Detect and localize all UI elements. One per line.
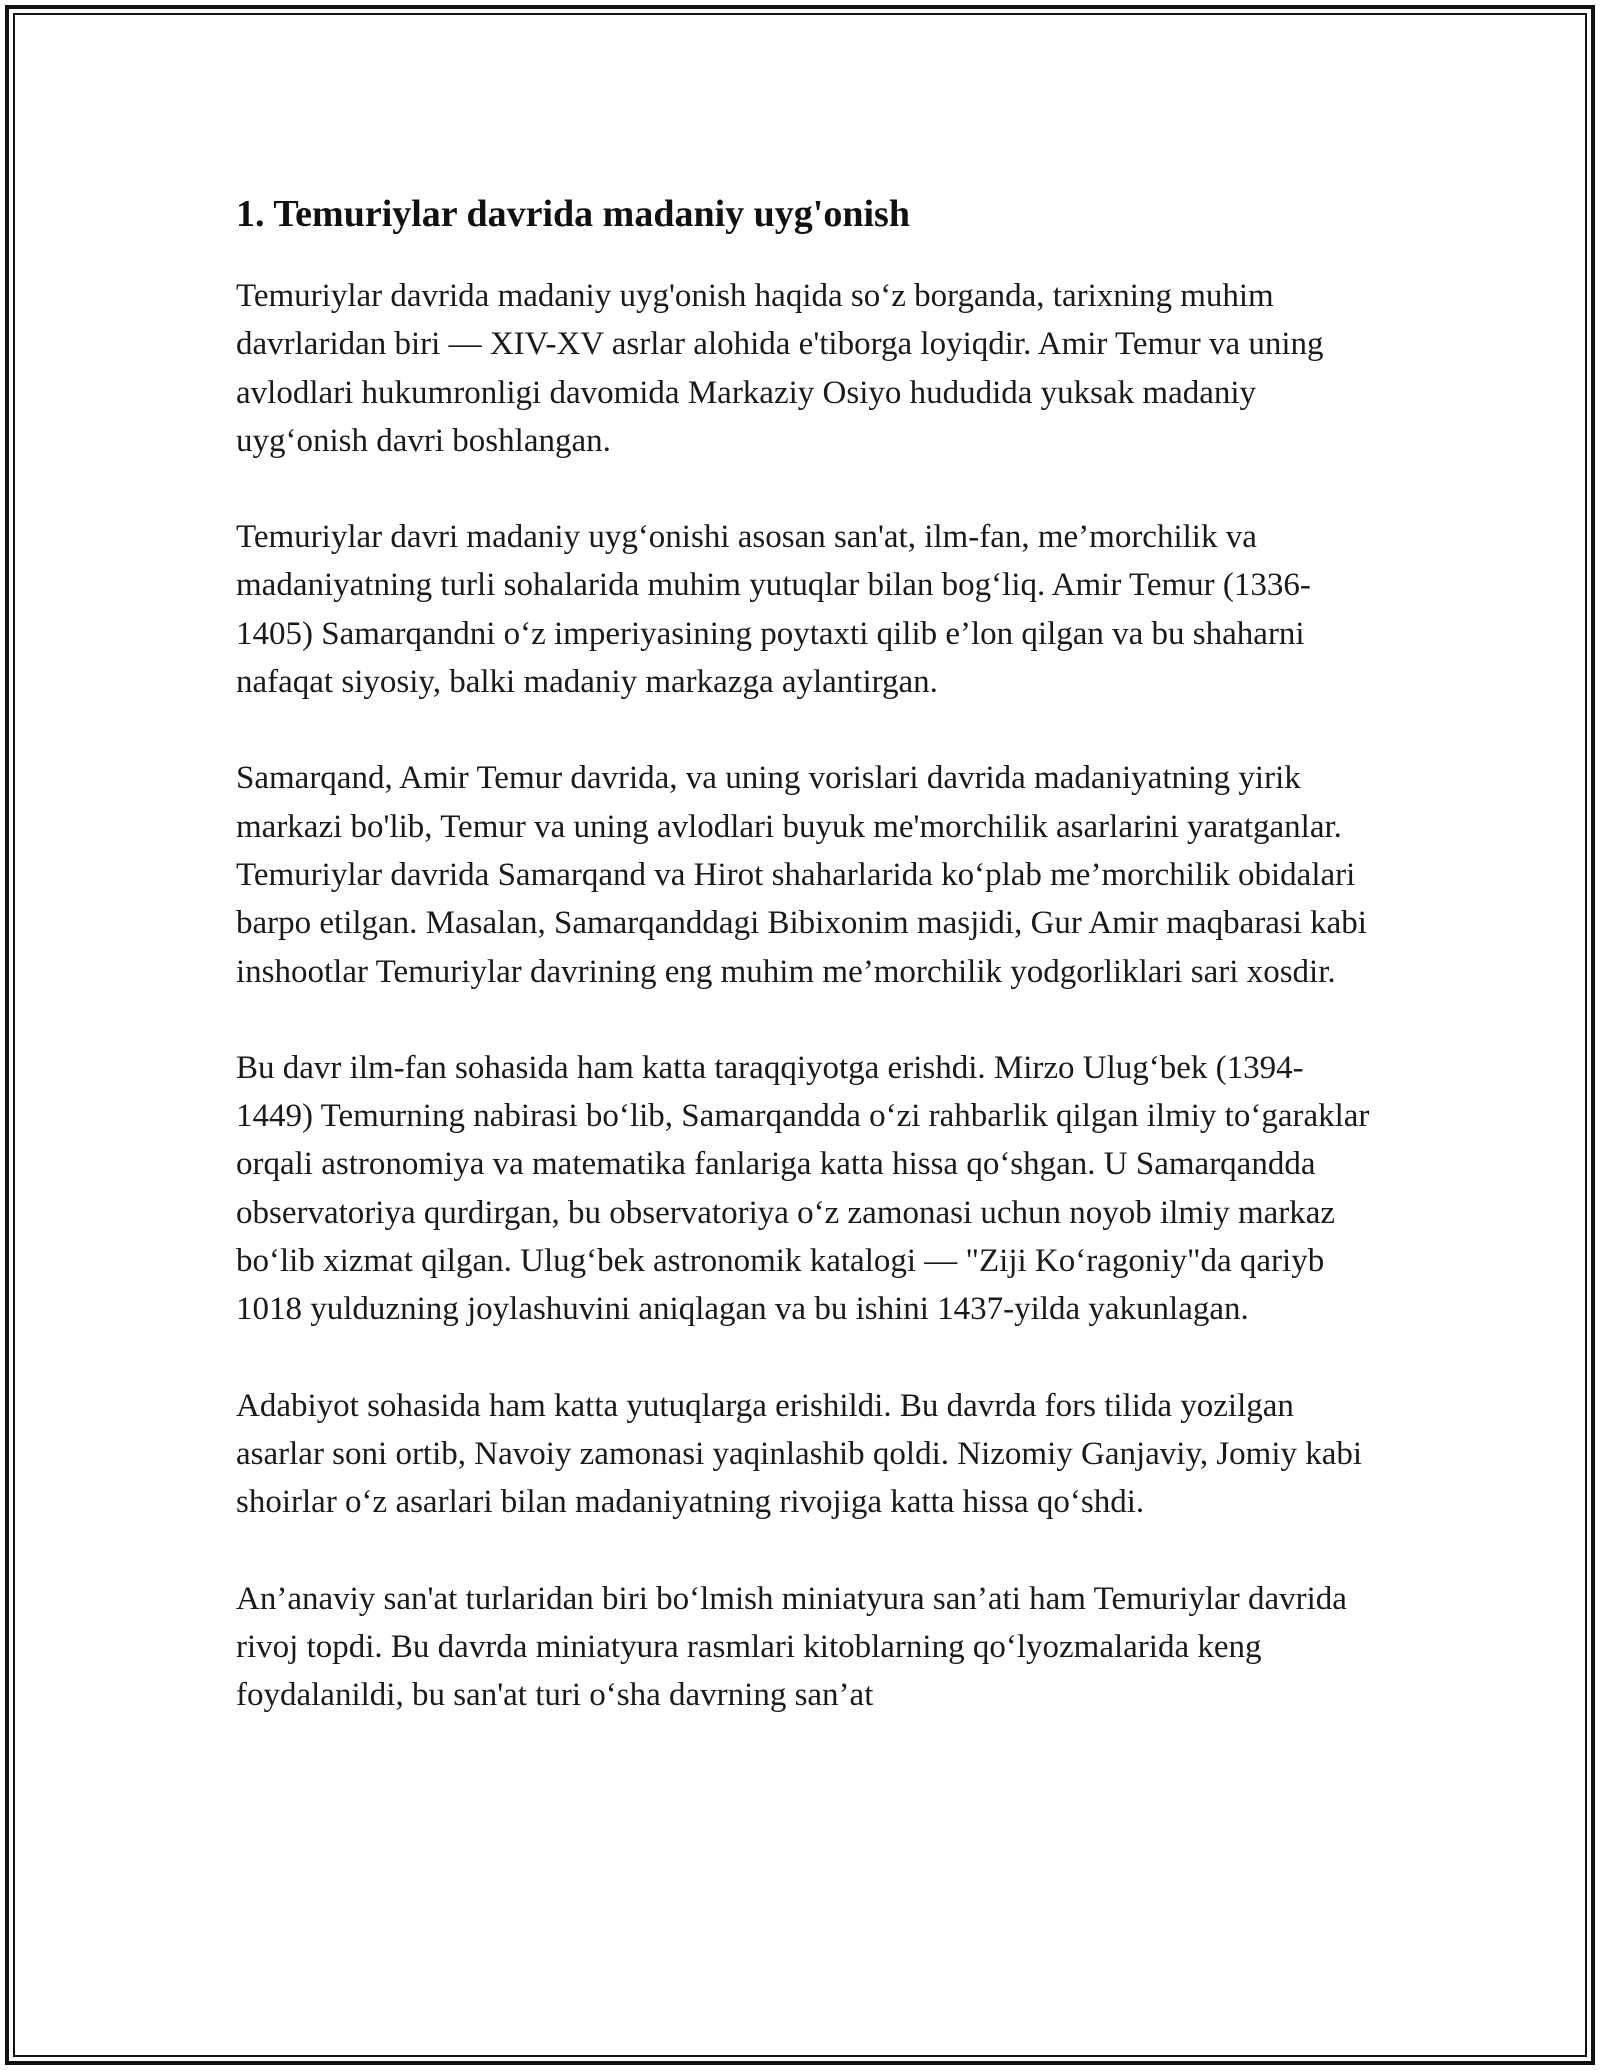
paragraph-literature: Adabiyot sohasida ham katta yutuqlarga erishildi. Bu davrda fors tilida yozilgan asarlar soni ortib, Navoiy zamonasi yaqinlashib qoldi. Nizomiy Ganjaviy, Jomiy kabi shoirlar o‘z asarlari bilan madaniyatning rivojiga katta hissa qo‘shdi. (236, 1387, 1363, 1521)
paragraph-science: Bu davr ilm-fan sohasida ham katta taraqqiyotga erishdi. Mirzo Ulug‘bek (1394-1449) Temurning nabirasi bo‘lib, Samarqandda o‘zi rahbarlik qilgan ilmiy to‘garaklar orqali astronomiya va matematika fanlariga katta hissa qo‘shgan. U Samarqandda observatoriya qurdirgan, bu observatoriya o‘z zamonasi uchun noyob ilmiy markaz bo‘lib xizmat qilgan. Ulug‘bek astronomik katalogi — "Ziji Ko‘ragoniy"da qariyb 1018 yulduzning joylashuvini aniqlagan va bu ishini 1437-yilda yakunlagan. (236, 1049, 1370, 1328)
paragraph-miniature-art: An’anaviy san'at turlaridan biri bo‘lmish miniatyura san’ati ham Temuriylar davrida rivoj topdi. Bu davrda miniatyura rasmlari kitoblarning qo‘lyozmalarida keng foydalanildi, bu san'at turi o‘sha davrning san’at (236, 1580, 1347, 1714)
document-body (236, 186, 1376, 1719)
paragraph-architecture: Samarqand, Amir Temur davrida, va uning vorislari davrida madaniyatning yirik markazi bo'lib, Temur va uning avlodlari buyuk me'morchilik asarlarini yaratganlar. Temuriylar davrida Samarqand va Hirot shaharlarida ko‘plab me’morchilik obidalari barpo etilgan. Masalan, Samarqanddagi Bibixonim masjidi, Gur Amir maqbarasi kabi inshootlar Temuriylar davrining eng muhim me’morchilik yodgorliklari sari xosdir. (236, 760, 1367, 990)
paragraph-culture: Temuriylar davri madaniy uyg‘onishi asosan san'at, ilm-fan, me’morchilik va madaniyatning turli sohalarida muhim yutuqlar bilan bog‘liq. Amir Temur (1336-1405) Samarqandni o‘z imperiyasining poytaxti qilib e’lon qilgan va bu shaharni nafaqat siyosiy, balki madaniy markazga aylantirgan. (236, 519, 1311, 701)
section-heading: 1. Temuriylar davrida madaniy uyg'onish (236, 193, 910, 235)
paragraph-intro: Temuriylar davrida madaniy uyg'onish haqida so‘z borganda, tarixning muhim davrlaridan biri — XIV-XV asrlar alohida e'tiborga loyiqdir. Amir Temur va uning avlodlari hukumronligi davomida Markaziy Osiyo hududida yuksak madaniy uyg‘onish davri boshlangan. (236, 278, 1324, 459)
